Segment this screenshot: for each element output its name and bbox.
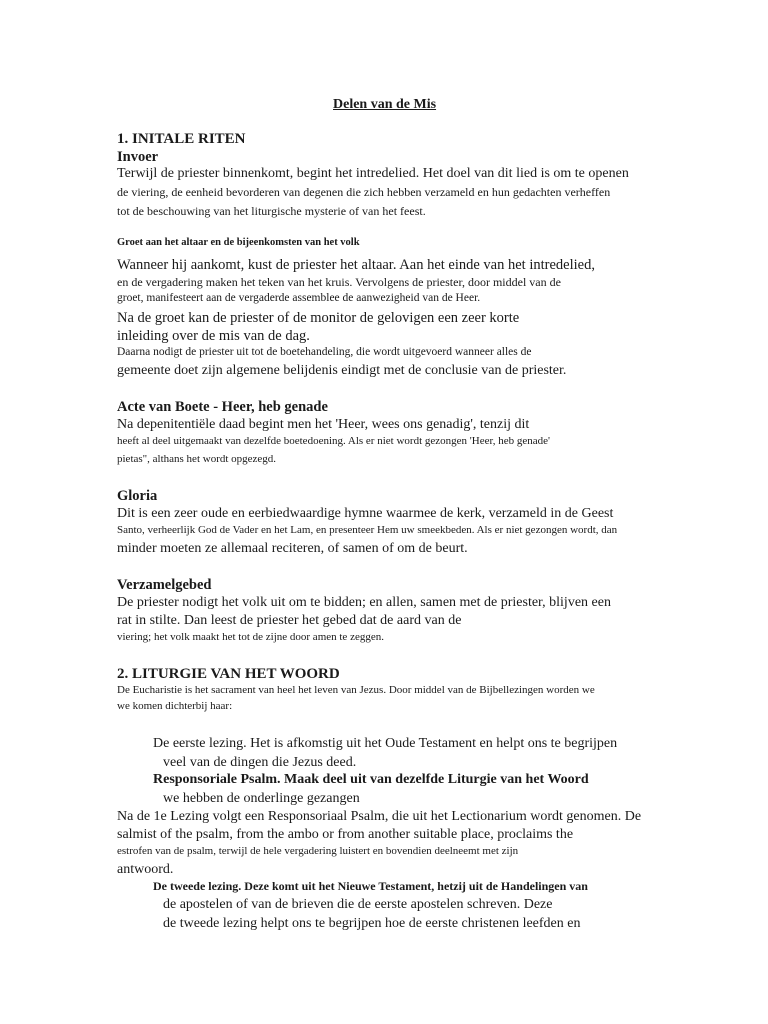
verzamelgebed-line-2: rat in stilte. Dan leest de priester het gebed dat de aard van de (117, 613, 462, 628)
groet-line-6: Daarna nodigt de priester uit tot de boetehandeling, die wordt uitgevoerd wanneer alles de (117, 346, 532, 358)
invoer-line-3: tot de beschouwing van het liturgische mysterie of van het feest. (117, 204, 426, 218)
gloria-line-2: Santo, verheerlijk God de Vader en het Lam, en presenteer Hem uw smeekbeden. Als er niet gezongen wordt, dan (117, 524, 618, 536)
verzamelgebed-line-1: De priester nodigt het volk uit om te bidden; en allen, samen met de priester, blijven een (117, 595, 611, 610)
boete-line-1: Na depenitentiële daad begint men het 'Heer, wees ons genadig', tenzij dit (117, 417, 530, 432)
section-2-heading: 2. LITURGIE VAN HET WOORD (117, 666, 340, 682)
document-title: Delen van de Mis (333, 97, 437, 112)
psalm-paragraph-line-1: Na de 1e Lezing volgt een Responsoriaal Psalm, die uit het Lectionarium wordt genomen. De (117, 809, 642, 824)
verzamelgebed-line-3: viering; het volk maakt het tot de zijne door amen te zeggen. (117, 631, 384, 643)
bullet-1-line-1: De eerste lezing. Het is afkomstig uit het Oude Testament en helpt ons te begrijpen (153, 736, 618, 751)
boete-line-3: pietas", althans het wordt opgezegd. (117, 453, 277, 465)
invoer-heading: Invoer (117, 149, 159, 165)
groet-line-2: en de vergadering maken het teken van het kruis. Vervolgens de priester, door middel van de (117, 275, 561, 289)
bullet-2-line-1: Responsoriale Psalm. Maak deel uit van dezelfde Liturgie van het Woord (153, 772, 589, 787)
invoer-line-2: de viering, de eenheid bevorderen van degenen die zich hebben verzameld en hun gedachten verheffen (117, 185, 611, 199)
bullet-3-line-2: de apostelen of van de brieven die de eerste apostelen schreven. Deze (163, 897, 553, 912)
liturgie-intro-line-1: De Eucharistie is het sacrament van heel het leven van Jezus. Door middel van de Bijbellezingen worden we (117, 684, 595, 696)
groet-line-5: inleiding over de mis van de dag. (117, 328, 310, 344)
bullet-3-line-1: De tweede lezing. Deze komt uit het Nieuwe Testament, hetzij uit de Handelingen van (153, 879, 588, 893)
liturgie-intro-line-2: we komen dichterbij haar: (117, 700, 233, 712)
bullet-2-line-2: we hebben de onderlinge gezangen (163, 791, 360, 806)
boete-heading: Acte van Boete - Heer, heb genade (117, 399, 328, 415)
gloria-line-1: Dit is een zeer oude en eerbiedwaardige hymne waarmee de kerk, verzameld in de Geest (117, 506, 614, 521)
verzamelgebed-heading: Verzamelgebed (117, 577, 212, 593)
groet-heading: Groet aan het altaar en de bijeenkomsten van het volk (117, 237, 360, 248)
psalm-paragraph-line-3: estrofen van de psalm, terwijl de hele vergadering luistert en bovendien deelneemt met zijn (117, 845, 519, 857)
psalm-paragraph-line-4: antwoord. (117, 862, 174, 877)
section-1-heading: 1. INITALE RITEN (117, 131, 246, 147)
invoer-line-1: Terwijl de priester binnenkomt, begint het intredelied. Het doel van dit lied is om te openen (117, 166, 629, 181)
psalm-paragraph-line-2: salmist of the psalm, from the ambo or from another suitable place, proclaims the (117, 827, 574, 842)
bullet-3-line-3: de tweede lezing helpt ons te begrijpen hoe de eerste christenen leefden en (163, 916, 581, 931)
groet-line-3: groet, manifesteert aan de vergaderde assemblee de aanwezigheid van de Heer. (117, 292, 481, 304)
groet-line-1: Wanneer hij aankomt, kust de priester het altaar. Aan het einde van het intredelied, (117, 257, 595, 273)
groet-line-4: Na de groet kan de priester of de monitor de gelovigen een zeer korte (117, 310, 520, 326)
bullet-1-line-2: veel van de dingen die Jezus deed. (163, 755, 357, 770)
groet-line-7: gemeente doet zijn algemene belijdenis eindigt met de conclusie van de priester. (117, 363, 567, 378)
boete-line-2: heeft al deel uitgemaakt van dezelfde boetedoening. Als er niet wordt gezongen 'Heer, heb genade' (117, 435, 550, 447)
gloria-heading: Gloria (117, 488, 158, 504)
gloria-line-3: minder moeten ze allemaal reciteren, of samen of om de beurt. (117, 541, 468, 556)
